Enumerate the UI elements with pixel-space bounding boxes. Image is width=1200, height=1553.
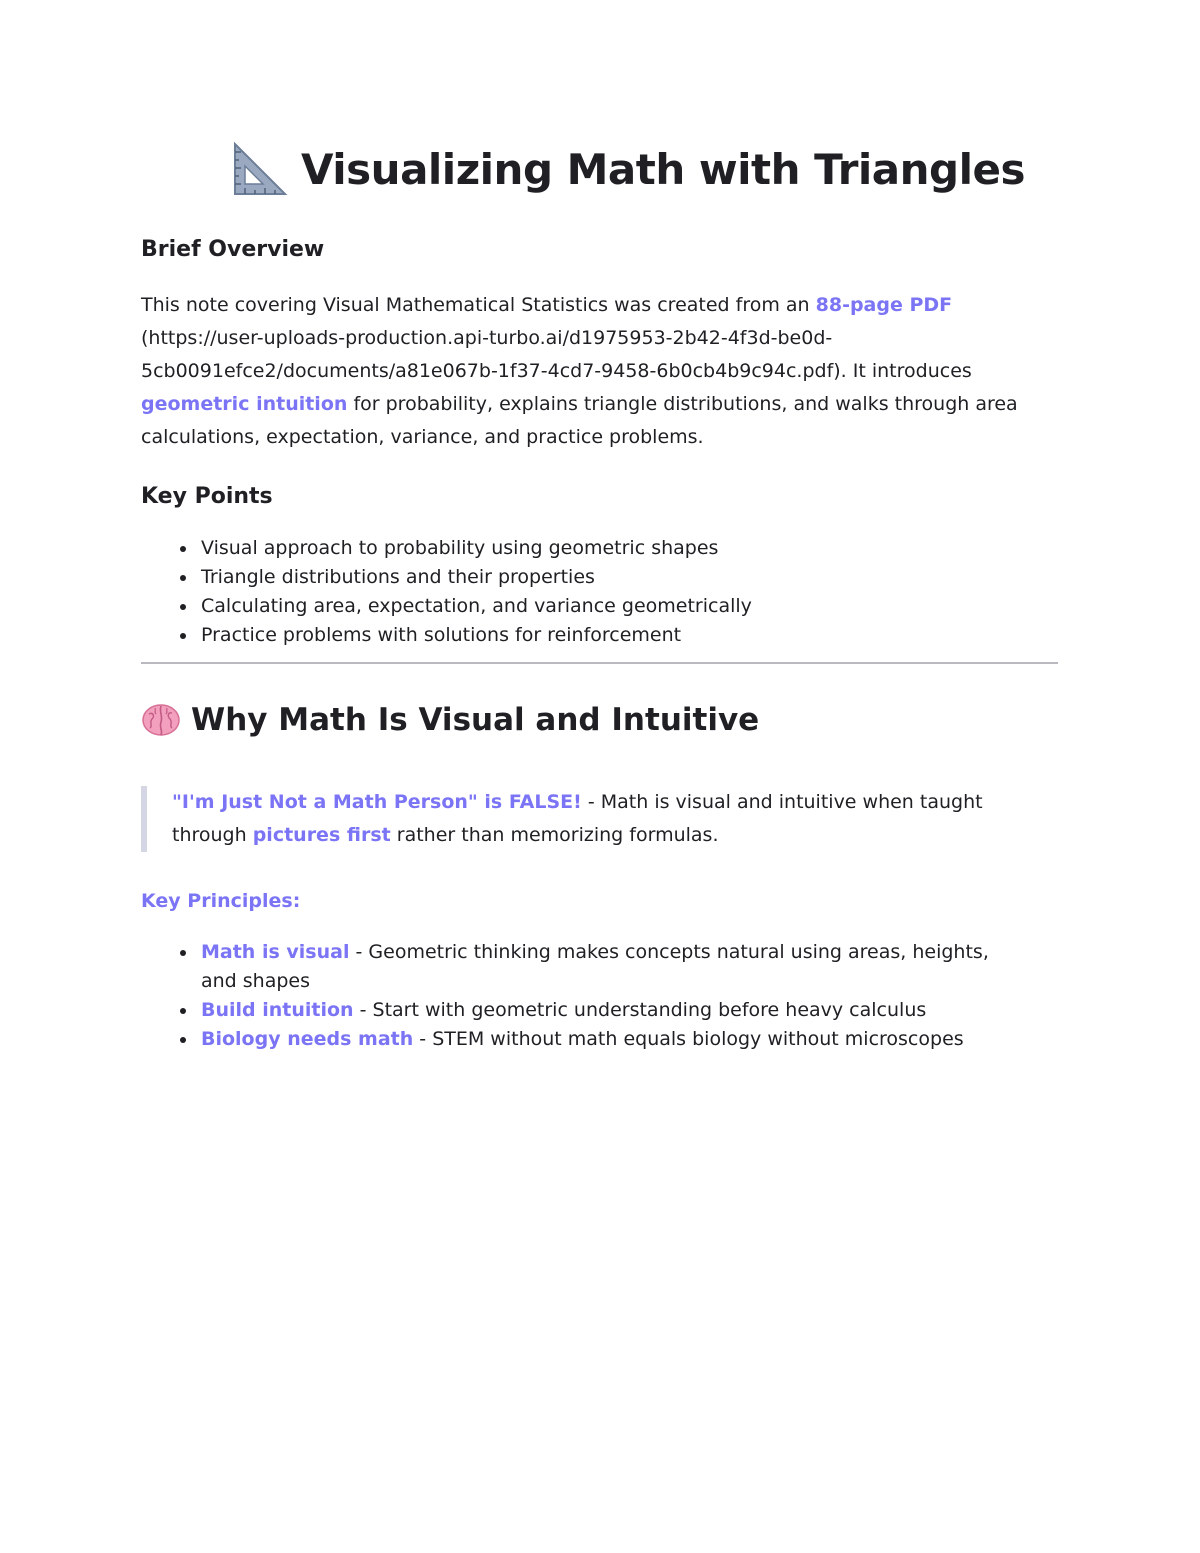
- key-points-heading: Key Points: [141, 484, 273, 509]
- pdf-link[interactable]: 88-page PDF: [815, 294, 953, 316]
- list-item: Triangle distributions and their properties: [201, 563, 1058, 592]
- overview-text-3: for probability, explains triangle distributions, and walks through area calculations, expectation, variance, and practice problems.: [141, 393, 1018, 448]
- principle-term: Build intuition: [201, 999, 354, 1021]
- principle-term: Math is visual: [201, 941, 350, 963]
- list-item: Calculating area, expectation, and variance geometrically: [201, 592, 1058, 621]
- principle-term: Biology needs math: [201, 1028, 414, 1050]
- overview-text-1: This note covering Visual Mathematical Statistics was created from an: [141, 294, 816, 316]
- principle-text: - Start with geometric understanding before heavy calculus: [353, 999, 927, 1021]
- quote-text-2: rather than memorizing formulas.: [390, 824, 719, 846]
- section-divider: [141, 662, 1058, 664]
- key-principles-heading: Key Principles:: [141, 890, 301, 912]
- principle-text: - STEM without math equals biology without microscopes: [413, 1028, 964, 1050]
- triangular-ruler-icon: [231, 140, 289, 198]
- overview-text-2: (https://user-uploads-production.api-turbo.ai/d1975953-2b42-4f3d-be0d-5cb0091efce2/documents/a81e067b-1f37-4cd7-9458-6b0cb4b9c94c.pdf). It introduces: [141, 327, 972, 382]
- section-heading-row: [141, 700, 759, 740]
- list-item: [201, 996, 1001, 1025]
- list-item: [201, 938, 1001, 996]
- list-item: Visual approach to probability using geometric shapes: [201, 534, 1058, 563]
- callout-quote: [141, 786, 1052, 852]
- quote-highlight: "I'm Just Not a Math Person" is FALSE!: [172, 791, 582, 813]
- overview-heading: Brief Overview: [141, 237, 325, 262]
- section-heading: Why Math Is Visual and Intuitive: [191, 702, 760, 738]
- quote-text-1: - Math is visual and intuitive when taught through: [172, 791, 983, 846]
- list-item: Practice problems with solutions for reinforcement: [201, 621, 1058, 650]
- key-points-list: [141, 534, 1058, 650]
- overview-paragraph: [141, 289, 1058, 454]
- geometric-intuition-highlight: geometric intuition: [141, 393, 348, 415]
- brain-icon: [141, 700, 181, 740]
- principle-text: - Geometric thinking makes concepts natural using areas, heights, and shapes: [201, 941, 989, 992]
- key-principles-list: [141, 938, 1001, 1054]
- pictures-first-highlight: pictures first: [252, 824, 391, 846]
- title-row: [231, 140, 1025, 198]
- list-item: [201, 1025, 1001, 1054]
- page-title: Visualizing Math with Triangles: [301, 144, 1025, 194]
